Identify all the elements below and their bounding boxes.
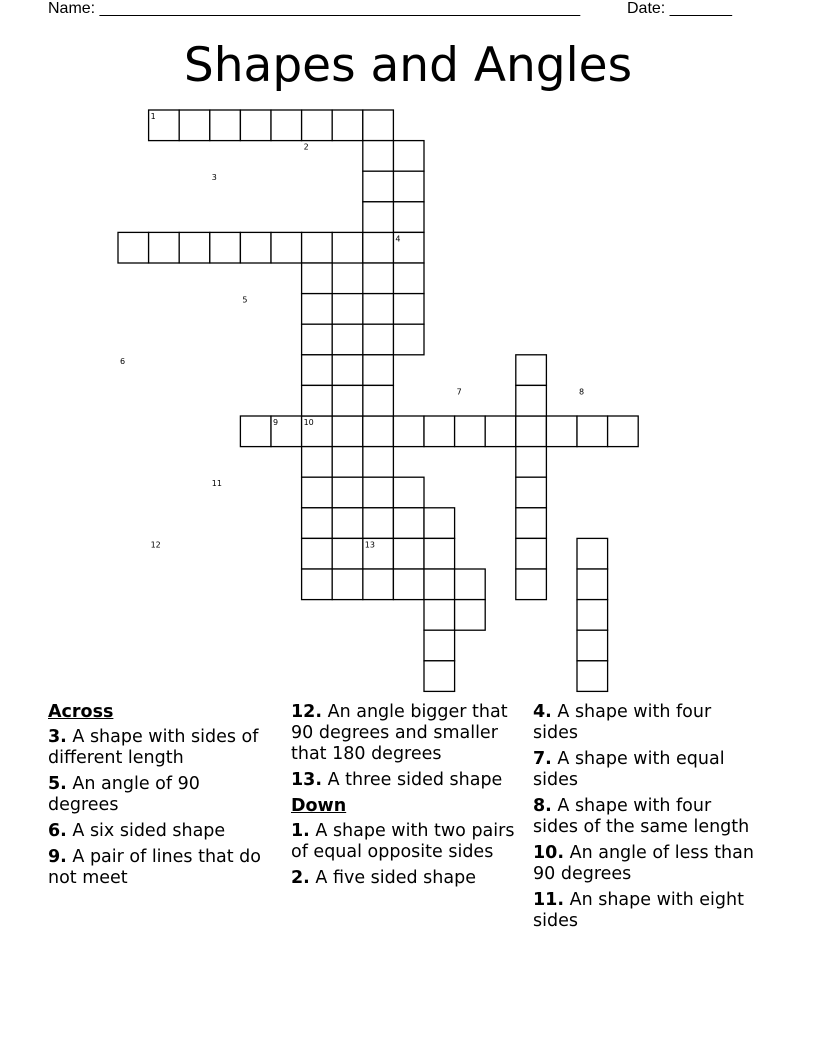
grid-cell[interactable]: [393, 263, 424, 294]
clue-across-12: [291, 702, 516, 765]
grid-cell[interactable]: [577, 630, 608, 661]
clue-number: 5.: [48, 774, 67, 794]
grid-cell[interactable]: [577, 661, 608, 692]
grid-cell[interactable]: [363, 294, 394, 325]
clue-across-6: [48, 821, 268, 842]
clue-column-3: [533, 702, 758, 937]
cell-number: 10: [303, 418, 314, 427]
grid-cell[interactable]: [516, 477, 547, 508]
clue-text: A shape with four sides: [533, 702, 712, 743]
grid-cell[interactable]: [393, 171, 424, 202]
grid-cell[interactable]: [516, 569, 547, 600]
grid-cell[interactable]: [302, 110, 333, 141]
grid-cell[interactable]: [577, 569, 608, 600]
clue-column-1: [48, 702, 268, 894]
grid-cell[interactable]: [302, 508, 333, 539]
clue-down-4: [533, 702, 758, 744]
grid-cell[interactable]: [393, 141, 424, 172]
grid-cell[interactable]: [424, 508, 455, 539]
grid-cell[interactable]: [577, 416, 608, 447]
grid-cell[interactable]: [393, 416, 424, 447]
grid-cell[interactable]: [302, 355, 333, 386]
clue-down-11: [533, 890, 758, 932]
clue-number: 2.: [291, 868, 310, 888]
grid-cell[interactable]: [302, 477, 333, 508]
grid-cell[interactable]: [424, 538, 455, 569]
grid-cell[interactable]: [332, 538, 363, 569]
across-heading: Across: [48, 702, 114, 722]
grid-cell[interactable]: [302, 385, 333, 416]
grid-cell[interactable]: [424, 661, 455, 692]
clue-down-10: [533, 843, 758, 885]
clue-number: 7.: [533, 749, 552, 769]
grid-cell[interactable]: [363, 263, 394, 294]
clue-number: 12.: [291, 702, 323, 722]
grid-cell[interactable]: [608, 416, 639, 447]
grid-cell[interactable]: [363, 385, 394, 416]
grid-cell[interactable]: [179, 232, 210, 263]
grid-cell[interactable]: [363, 416, 394, 447]
grid-cell[interactable]: [363, 355, 394, 386]
grid-cell[interactable]: [363, 202, 394, 233]
clue-text: A five sided shape: [315, 868, 476, 888]
page-title: Shapes and Angles: [183, 38, 633, 93]
grid-cell[interactable]: [332, 569, 363, 600]
clue-number: 6.: [48, 821, 67, 841]
clue-down-8: [533, 796, 758, 838]
grid-cell[interactable]: [363, 447, 394, 478]
clue-number: 8.: [533, 796, 552, 816]
clue-across-3: [48, 727, 268, 769]
grid-cell[interactable]: [332, 416, 363, 447]
clue-text: A shape with two pairs of equal opposite sides: [291, 821, 515, 862]
clue-across-9: [48, 847, 268, 889]
grid-cell[interactable]: [332, 232, 363, 263]
clue-number: 9.: [48, 847, 67, 867]
clue-number: 11.: [533, 890, 565, 910]
grid-cell[interactable]: [424, 630, 455, 661]
cell-number: 5: [242, 295, 248, 305]
grid-cell[interactable]: [302, 324, 333, 355]
clue-text: A six sided shape: [72, 821, 226, 841]
clue-across-13: [291, 770, 516, 791]
clue-text: A shape with four sides of the same length: [533, 796, 750, 837]
grid-cell[interactable]: [393, 477, 424, 508]
name-line: Name: ______________________________________________________: [48, 0, 581, 17]
grid-cell[interactable]: [577, 600, 608, 631]
grid-cell[interactable]: [302, 538, 333, 569]
clue-down-2: [291, 868, 516, 889]
grid-cell[interactable]: [118, 232, 149, 263]
clue-number: 10.: [533, 843, 565, 863]
clue-text: A shape with equal sides: [533, 749, 725, 790]
cell-number: 9: [273, 418, 279, 427]
grid-cell[interactable]: [332, 324, 363, 355]
grid-cell[interactable]: [363, 232, 394, 263]
grid-cell[interactable]: [332, 385, 363, 416]
grid-cell[interactable]: [271, 232, 302, 263]
clue-down-1: [291, 821, 516, 863]
grid-cell[interactable]: [240, 110, 271, 141]
grid-cell[interactable]: [424, 416, 455, 447]
grid-cell[interactable]: [393, 324, 424, 355]
grid-cell[interactable]: [516, 508, 547, 539]
grid-cell[interactable]: [363, 477, 394, 508]
down-heading: Down: [291, 796, 347, 816]
grid-cell[interactable]: [485, 416, 516, 447]
cell-number: 2: [303, 142, 309, 152]
grid-cell[interactable]: [302, 294, 333, 325]
grid-cell[interactable]: [363, 508, 394, 539]
clue-number: 4.: [533, 702, 552, 722]
cell-number: 6: [120, 356, 126, 366]
grid-cell[interactable]: [302, 232, 333, 263]
clue-column-2: [291, 702, 516, 894]
grid-cell[interactable]: [332, 508, 363, 539]
grid-cell[interactable]: [455, 600, 486, 631]
grid-cell[interactable]: [455, 416, 486, 447]
grid-cell[interactable]: [332, 477, 363, 508]
cell-number: 13: [364, 540, 375, 550]
grid-cell[interactable]: [516, 385, 547, 416]
grid-cell[interactable]: [363, 569, 394, 600]
grid-cell[interactable]: [302, 263, 333, 294]
clue-text: A shape with sides of different length: [48, 727, 259, 768]
grid-cell[interactable]: [240, 232, 271, 263]
cell-number: 11: [211, 479, 222, 489]
grid-cell[interactable]: [363, 171, 394, 202]
grid-cell[interactable]: [516, 355, 547, 386]
cell-number: 12: [150, 540, 161, 550]
grid-cell[interactable]: [363, 324, 394, 355]
grid-cell[interactable]: [179, 110, 210, 141]
clue-text: A three sided shape: [327, 770, 503, 790]
grid-cell[interactable]: [302, 447, 333, 478]
grid-cell[interactable]: [424, 600, 455, 631]
grid-cell[interactable]: [393, 294, 424, 325]
grid-cell[interactable]: [424, 569, 455, 600]
clue-number: 3.: [48, 727, 67, 747]
clue-number: 13.: [291, 770, 323, 790]
clue-number: 1.: [291, 821, 310, 841]
grid-cell[interactable]: [240, 416, 271, 447]
grid-cell[interactable]: [516, 538, 547, 569]
grid-cell[interactable]: [455, 569, 486, 600]
grid-cell[interactable]: [332, 110, 363, 141]
cell-number: 8: [579, 387, 585, 397]
grid-cell[interactable]: [332, 447, 363, 478]
grid-cell[interactable]: [363, 110, 394, 141]
grid-cell[interactable]: [210, 232, 241, 263]
grid-cell[interactable]: [393, 538, 424, 569]
clue-text: An angle of less than 90 degrees: [533, 843, 754, 884]
grid-cell[interactable]: [577, 538, 608, 569]
grid-cell[interactable]: [302, 569, 333, 600]
grid-cell[interactable]: [546, 416, 577, 447]
grid-cell[interactable]: [393, 508, 424, 539]
grid-cell[interactable]: [516, 416, 547, 447]
clue-text: A pair of lines that do not meet: [48, 847, 262, 888]
cell-number: 7: [456, 387, 462, 397]
clue-across-5: [48, 774, 268, 816]
grid-cell[interactable]: [332, 294, 363, 325]
grid-cell[interactable]: [210, 110, 241, 141]
cell-number: 3: [211, 173, 217, 183]
grid-cell[interactable]: [516, 447, 547, 478]
clue-text: An angle bigger that 90 degrees and smaller that 180 degrees: [291, 702, 508, 764]
grid-cell[interactable]: [149, 232, 180, 263]
cell-number: 4: [395, 234, 401, 244]
cell-number: 1: [150, 112, 156, 121]
grid-cell[interactable]: [271, 110, 302, 141]
date-line: Date: _______: [627, 0, 732, 17]
grid-cell[interactable]: [332, 355, 363, 386]
grid-cell[interactable]: [363, 141, 394, 172]
clue-text: An angle of 90 degrees: [48, 774, 200, 815]
clue-text: An shape with eight sides: [533, 890, 744, 931]
grid-cell[interactable]: [393, 202, 424, 233]
grid-cell[interactable]: [393, 569, 424, 600]
clue-down-7: [533, 749, 758, 791]
